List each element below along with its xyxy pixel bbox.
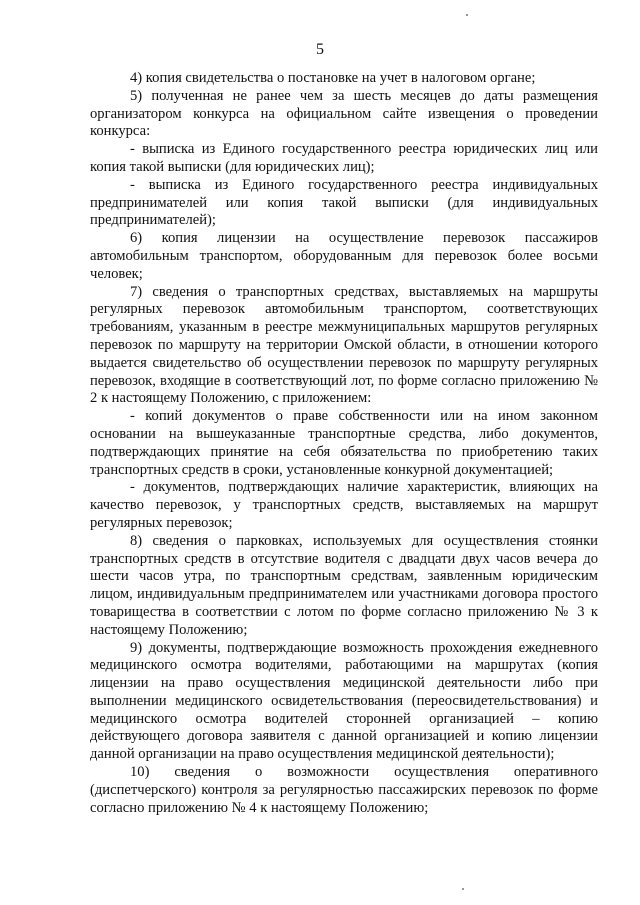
item-7-vehicle-info: 7) сведения о транспортных средствах, выставляемых на маршруты регулярных перевозок автомобильным транспортом, соответствующих требованиям, указанным в реестре межмуниципальных маршрутов регулярных перевозок по маршруту на территории Омской области, в отношении которого выдается свидетельство об осуществлении перевозок по маршруту регулярных перевозок, входящие в соответствующий лот, по форме согласно приложению № 2 к настоящему Положению, с приложением: [90,283,598,407]
page-number: 5 [316,41,324,58]
item-5-registry-extract: 5) полученная не ранее чем за шесть месяцев до даты размещения организатором конкурса на официальном сайте извещения о проведении конкурса: [90,87,598,140]
item-5-individual-entrepreneurs: - выписка из Единого государственного реестра индивидуальных предпринимателей или копия такой выписки (для индивидуальных предпринимателей); [90,176,598,229]
item-8-parking-info: 8) сведения о парковках, используемых для осуществления стоянки транспортных средств в отсутствие водителя с двадцати двух часов вечера до шести часов утра, по транспортным средствам, заявленным юридическим лицом, индивидуальным предпринимателем или участниками договора простого товарищества в соответствии с лотом по форме согласно приложению № 3 к настоящему Положению; [90,532,598,638]
item-6-license: 6) копия лицензии на осуществление перевозок пассажиров автомобильным транспортом, оборудованным для перевозок более восьми человек; [90,230,598,282]
scan-artifact-dot [466,14,468,16]
item-7-quality-documents: - документов, подтверждающих наличие характеристик, влияющих на качество перевозок, у транспортных средств, выставляемых на маршрут регулярных перевозок; [90,479,598,531]
item-9-medical-documents: 9) документы, подтверждающие возможность прохождения ежедневного медицинского осмотра водителями, работающими на маршрутах (копия лицензии на право осуществления медицинской деятельности либо при выполнении медицинского освидетельствования (переосвидетельствования) и медицинского осмотра водителей сторонней организацией – копию действующего договора заявителя с данной организацией и копию лицензии данной организации на право осуществления медицинской деятельности); [90,639,598,763]
document-body [90,70,598,817]
scan-artifact-dot [462,888,464,890]
item-10-dispatch-control: 10) сведения о возможности осуществления оперативного (диспетчерского) контроля за регулярностью пассажирских перевозок по форме согласно приложению № 4 к настоящему Положению; [90,764,598,816]
item-5-legal-entities: - выписка из Единого государственного реестра юридических лиц или копия такой выписки (для юридических лиц); [90,141,598,175]
item-4-tax-registration: 4) копия свидетельства о постановке на учет в налоговом органе; [130,70,536,86]
item-7-ownership-documents: - копий документов о праве собственности или на ином законном основании на вышеуказанные транспортные средства, либо документов, подтверждающих принятие на себя обязательства по приобретению таких транспортных средств в сроки, установленные конкурной документацией; [90,408,598,478]
